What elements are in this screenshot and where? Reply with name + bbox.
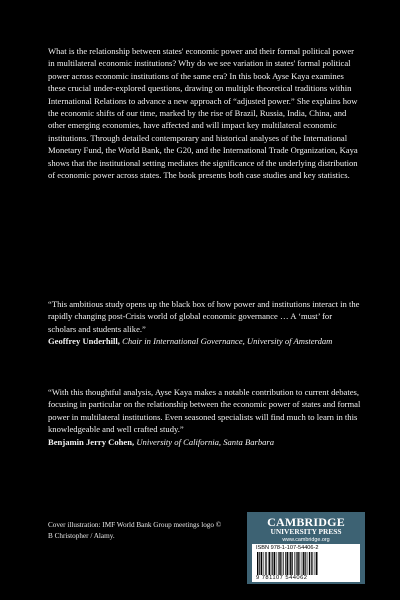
barcode-bar [289,552,290,575]
review-2-name: Benjamin Jerry Cohen, [48,436,135,447]
barcode-bar [271,552,272,575]
barcode-bar [292,552,293,575]
publisher-block [247,512,365,584]
barcode-bar [307,552,308,575]
barcode-bar [265,552,266,575]
barcode-bar [287,552,288,575]
barcode-bar [269,552,270,575]
review-2-affiliation: University of California, Santa Barbara [136,436,275,447]
review-1-affiliation: Chair in International Governance, University of Amsterdam [122,336,333,347]
barcode-bar [305,552,306,575]
barcode-bar [297,552,298,575]
barcode-bar [296,552,297,575]
isbn-barcode-box [252,544,360,582]
barcode-bar [283,552,284,575]
barcode-bar [261,552,262,575]
barcode-bar [281,552,282,575]
barcode-bar [276,552,277,575]
barcode-bar [316,552,317,575]
barcode-bar [312,552,313,575]
barcode-bar [303,552,304,575]
publisher-url: www.cambridge.org [282,536,330,543]
review-2 [48,386,362,448]
barcode-bar [259,552,260,575]
barcode-bar [294,552,295,575]
cover-credit: Cover illustration: IMF World Bank Group meetings logo © B Christopher / Alamy. [48,521,222,540]
barcode-bar [263,552,264,575]
barcode-bar [285,552,286,575]
review-2-attribution [48,436,362,448]
barcode-bar [299,552,300,575]
book-description: What is the relationship between states' economic power and their formal political power in multilateral economic institutions? Why do we see variation in states' formal political power across economic institutions of the same era? In this book Ayse Kaya examines these crucial under-explored questions, drawing on multiple theoretical traditions within International Relations to advance a new approach of “adjusted power.” She explains how the economic shifts of our time, marked by the rise of Brazil, Russia, India, China, and other emerging economies, have affected and will impact key multilateral economic institutions. Through detailed contemporary and historical analyses of the International Monetary Fund, the World Bank, the G20, and the International Trade Organization, Kaya shows that the institutional setting mediates the significance of the underlying distribution of economic power across states. The book presents both case studies and key statistics. [48,46,358,181]
publisher-subtitle: UNIVERSITY PRESS [270,527,342,536]
review-1 [48,298,362,348]
barcode-bar [257,552,258,575]
barcode-bar [266,552,267,575]
review-1-attribution [48,335,362,347]
barcode-graphic [256,552,356,575]
barcode-bar [315,552,316,575]
barcode-bar [274,552,275,575]
publisher-name: CAMBRIDGE [267,515,345,529]
barcode-bar [279,552,280,575]
barcode-bar [302,552,303,575]
barcode-digits: 9 781107 544062 [256,575,308,581]
barcode-bar [311,552,312,575]
barcode-bar [278,552,279,575]
review-2-quote: “With this thoughtful analysis, Ayse Kaya makes a notable contribution to current debates, focusing in particular on the relationship between the economic power of states and formal power in multilateral institutions. Even seasoned specialists will find much to learn in this knowledgeable and well crafted study.” [48,387,361,435]
review-1-quote: “This ambitious study opens up the black box of how power and institutions interact in the rapidly changing post-Crisis world of global economic governance … A ‘must’ for scholars and students alike.” [48,299,360,334]
barcode-bar [272,552,273,575]
isbn-label: ISBN 978-1-107-54406-2 [256,545,319,551]
barcode-bar [290,552,291,575]
barcode-bar [309,552,310,575]
review-1-name: Geoffrey Underhill, [48,336,120,347]
